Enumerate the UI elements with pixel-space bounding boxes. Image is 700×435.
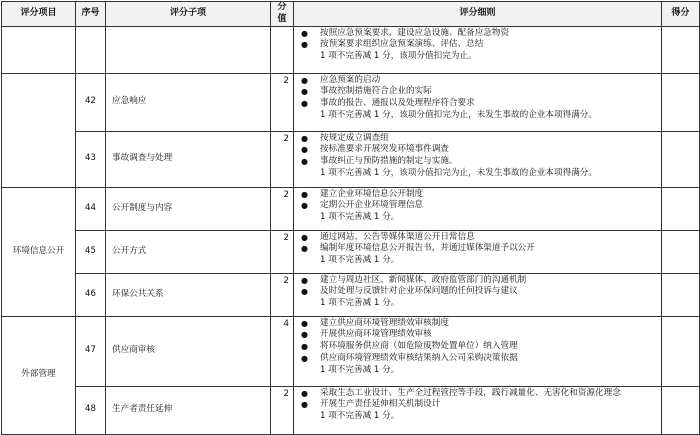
list-item: ● 按标准要求开展突发环境事件调查 [298,144,657,156]
detail-cell [294,230,662,273]
bullet-list [298,75,657,110]
header-no: 序号 [76,2,106,27]
sub-item-label: 应急响应 [106,73,271,131]
row-number: 46 [76,273,106,316]
bullet-list [298,388,657,412]
item-label: 外部管理 [2,316,76,434]
item-label: 环境信息公开 [2,187,76,316]
got-cell [662,230,700,273]
list-item: ● 开展供应商环境管理绩效审核 [298,329,657,341]
list-item: ● 按照应急预案要求，建设应急设施、配备应急物资 [298,28,657,40]
deduction-note: 1 项不完善减 1 分，该项分值扣完为止。 [320,51,477,62]
table-row [2,316,700,386]
list-item: ● 将环境服务供应商（如危险废物处置单位）纳入管理 [298,341,657,353]
list-item: ● 应急预案的启动 [298,75,657,87]
got-cell [662,73,700,131]
table-row-continued [2,26,700,73]
list-item: ● 建立供应商环境管理绩效审核制度 [298,318,657,330]
score-value: 2 [271,187,294,230]
header-detail: 评分细则 [294,2,662,27]
row-number: 44 [76,187,106,230]
got-cell [662,26,700,73]
score-value: 2 [271,131,294,187]
list-item: ● 建立企业环境信息公开制度 [298,189,657,201]
sub-item-label: 供应商审核 [106,316,271,386]
detail-cell [294,26,662,73]
deduction-note: 1 项不完善减 1 分。 [320,411,400,422]
score-cell-empty [271,26,294,73]
list-item: ● 事故纠正与预防措施的制定与实施。 [298,156,657,168]
score-value: 2 [271,273,294,316]
item-cell-empty [2,26,76,73]
bullet-list [298,28,657,52]
list-item: ● 建立与周边社区、新闻媒体、政府监管部门的沟通机制 [298,275,657,287]
table-row [2,230,700,273]
table-row [2,273,700,316]
bullet-list [298,133,657,168]
got-cell [662,131,700,187]
score-value: 4 [271,316,294,386]
sub-item-label: 生产者责任延伸 [106,386,271,434]
list-item: ● 及时处理与反馈针对企业环保问题的任何投诉与建议 [298,286,657,298]
detail-cell [294,386,662,434]
deduction-note: 1 项不完善减 1 分。 [320,212,400,223]
deduction-note: 1 项不完善减 1 分，该项分值扣完为止，未发生事故的企业本项得满分。 [320,167,597,178]
got-cell [662,273,700,316]
deduction-note: 1 项不完善减 1 分。 [320,298,400,309]
deduction-note: 1 项不完善减 1 分。 [320,255,400,266]
got-cell [662,316,700,386]
detail-cell [294,316,662,386]
deduction-note: 1 项不完善减 1 分。 [320,364,400,375]
header-got: 得分 [662,2,700,27]
list-item: ● 开展生产责任延伸相关机制设计 [298,399,657,411]
bullet-list [298,275,657,299]
sub-item-label: 公开方式 [106,230,271,273]
row-number: 43 [76,131,106,187]
detail-cell [294,273,662,316]
table-row [2,187,700,230]
list-item: ● 供应商环境管理绩效审核结果纳入公司采购决策依据 [298,353,657,365]
scoring-table [1,1,700,435]
list-item: ● 采取生态工业设计、生产全过程管控等手段，践行减量化、无害化和资源化理念 [298,388,657,400]
header-score: 分值 [271,2,294,27]
row-number: 45 [76,230,106,273]
row-number: 42 [76,73,106,131]
header-sub: 评分子项 [106,2,271,27]
list-item: ● 事故控制措施符合企业的实际 [298,86,657,98]
deduction-note: 1 项不完善减 1 分，该项分值扣完为止，未发生事故的企业本项得满分。 [320,109,597,120]
list-item: ● 按预案要求组织应急预案演练、评估、总结 [298,39,657,51]
detail-cell [294,131,662,187]
list-item: ● 通过网站、公告等媒体渠道公开日常信息 [298,232,657,244]
table-row [2,386,700,434]
bullet-list [298,232,657,256]
row-number: 47 [76,316,106,386]
bullet-list [298,189,657,213]
score-value: 2 [271,230,294,273]
table-row [2,73,700,131]
sub-item-label: 环保公共关系 [106,273,271,316]
row-number: 48 [76,386,106,434]
detail-cell [294,187,662,230]
list-item: ● 事故的报告、通报以及处理程序符合要求 [298,98,657,110]
bullet-list [298,318,657,365]
no-cell-empty [76,26,106,73]
list-item: ● 定期公开企业环境管理信息 [298,200,657,212]
item-cell-empty [2,73,76,187]
got-cell [662,187,700,230]
table-row [2,131,700,187]
got-cell [662,386,700,434]
sub-cell-empty [106,26,271,73]
header-item: 评分项目 [2,2,76,27]
list-item: ● 编制年度环境信息公开报告书，并通过媒体渠道予以公开 [298,243,657,255]
list-item: ● 按规定成立调查组 [298,133,657,145]
header-row [2,2,700,27]
score-value: 2 [271,73,294,131]
score-value: 2 [271,386,294,434]
sub-item-label: 公开制度与内容 [106,187,271,230]
sub-item-label: 事故调查与处理 [106,131,271,187]
detail-cell [294,73,662,131]
